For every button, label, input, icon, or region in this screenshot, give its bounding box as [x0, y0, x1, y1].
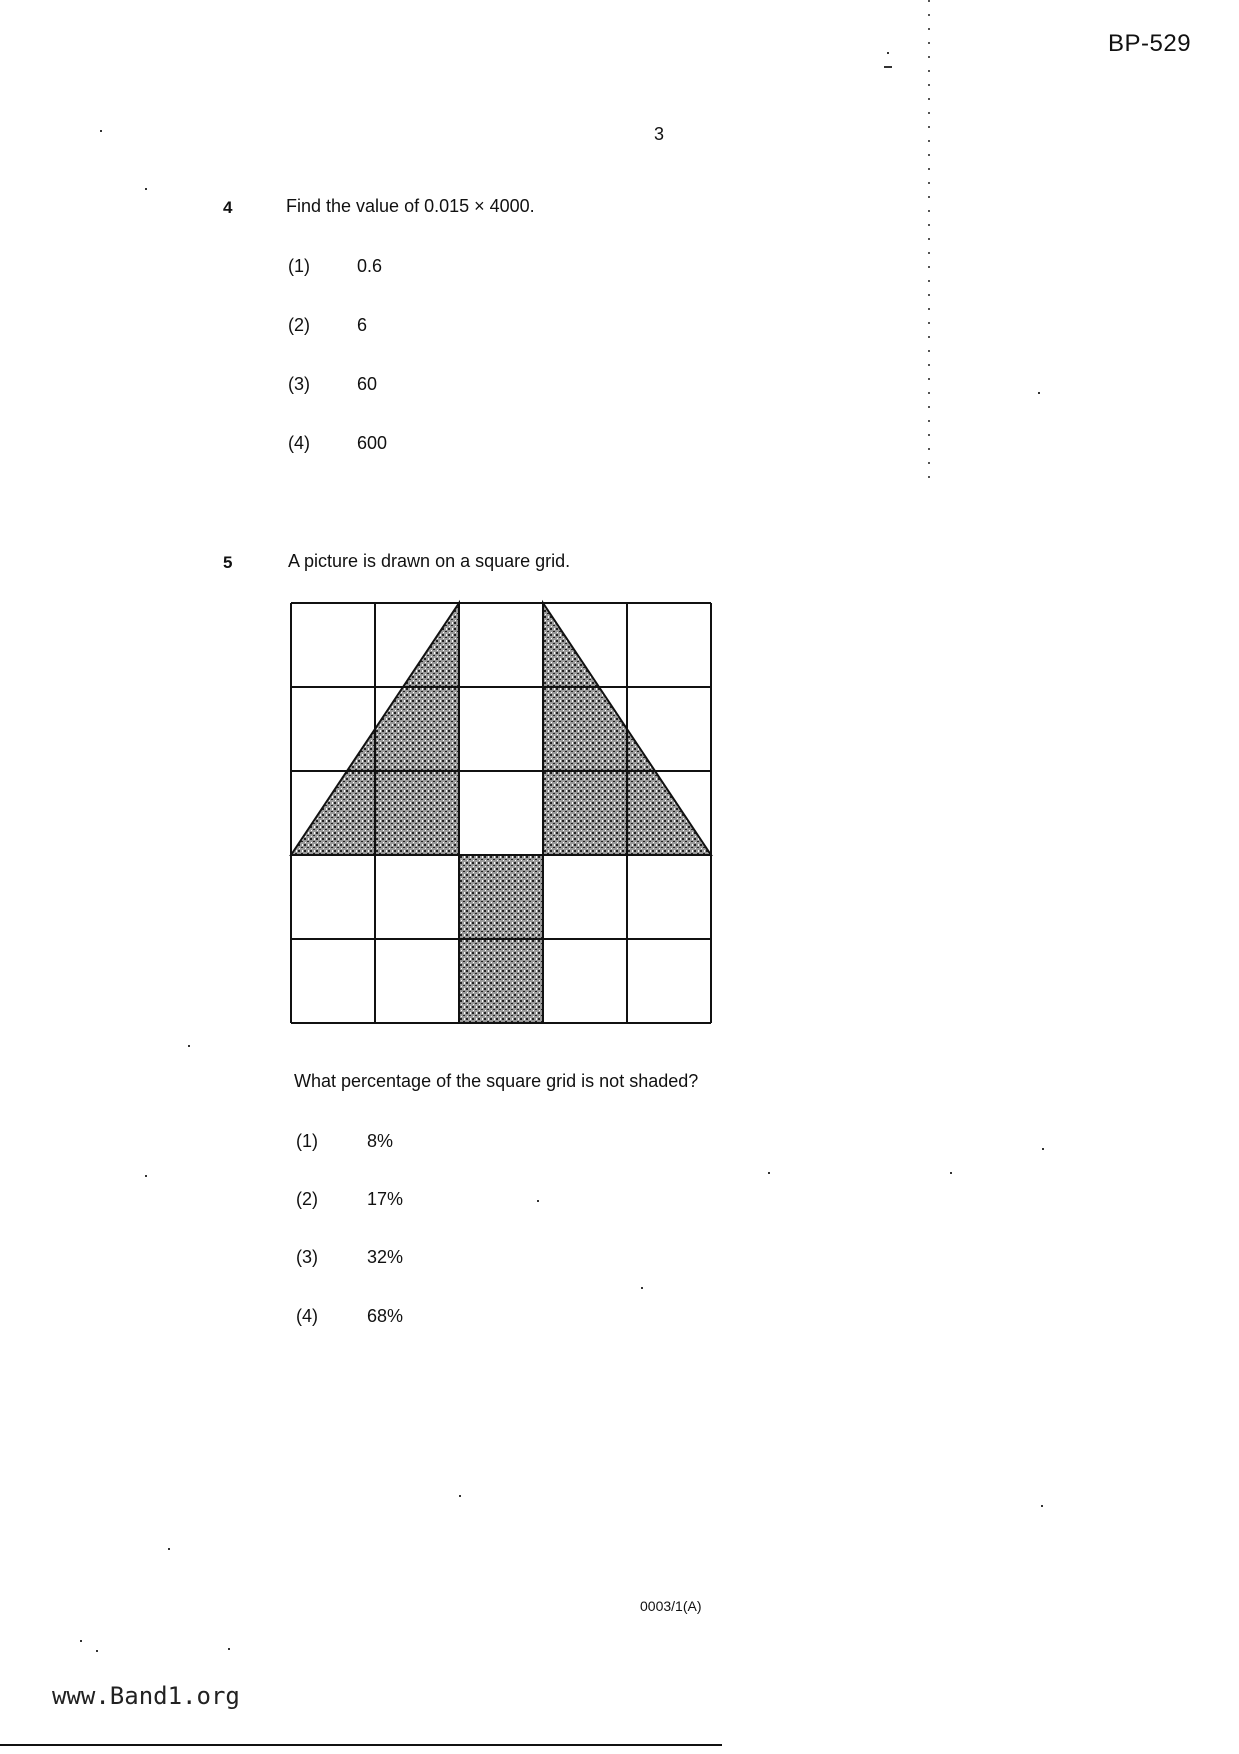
q5-option-3-label: (3) — [296, 1247, 318, 1267]
square-grid-figure — [286, 598, 716, 1028]
question-4-number: 4 — [223, 198, 233, 217]
scan-speck — [145, 188, 147, 190]
scan-speck — [1041, 1505, 1043, 1507]
scan-speck — [1038, 392, 1040, 394]
scan-speck — [768, 1172, 770, 1174]
question-5-number: 5 — [223, 553, 233, 572]
scan-speck — [887, 52, 889, 54]
q4-option-4-value: 600 — [357, 433, 388, 453]
shaded-shapes — [291, 603, 711, 1023]
q5-option-3-value: 32% — [367, 1247, 404, 1267]
q5-option-1-label: (1) — [296, 1131, 318, 1151]
scan-speck — [950, 1172, 952, 1174]
q5-option-4-label: (4) — [296, 1306, 318, 1326]
scan-speck — [1042, 1148, 1044, 1150]
scan-speck — [80, 1640, 82, 1642]
watermark: www.Band1.org — [52, 1682, 240, 1710]
scan-speck — [884, 66, 892, 68]
q5-option-1-value: 8% — [367, 1131, 394, 1151]
scan-speck — [168, 1548, 170, 1550]
q4-option-3-label: (3) — [288, 374, 310, 394]
q5-option-2-value: 17% — [367, 1189, 404, 1209]
form-code: 0003/1(A) — [640, 1598, 702, 1614]
q4-option-4-label: (4) — [288, 433, 310, 453]
q5-option-4-value: 68% — [367, 1306, 404, 1326]
scan-speck — [459, 1495, 461, 1497]
paper-code: BP-529 — [1108, 30, 1192, 57]
q4-option-2-label: (2) — [288, 315, 310, 335]
bottom-rule — [0, 1744, 722, 1746]
question-4-text: Find the value of 0.015 × 4000. — [286, 196, 535, 216]
q4-option-3-value: 60 — [357, 374, 378, 394]
scan-speck — [145, 1175, 147, 1177]
q4-option-2-value: 6 — [357, 315, 368, 335]
scan-speck — [100, 130, 102, 132]
scan-speck — [641, 1287, 643, 1289]
scan-speck — [188, 1045, 190, 1047]
scan-speck — [228, 1648, 230, 1650]
page-number: 3 — [654, 124, 665, 144]
q4-option-1-label: (1) — [288, 256, 310, 276]
question-5-text: A picture is drawn on a square grid. — [288, 551, 571, 571]
question-5-subquestion: What percentage of the square grid is not shaded? — [294, 1071, 699, 1091]
scan-dotted-edge — [928, 0, 930, 480]
scan-speck — [96, 1650, 98, 1652]
scan-speck — [537, 1200, 539, 1202]
q5-option-2-label: (2) — [296, 1189, 318, 1209]
q4-option-1-value: 0.6 — [357, 256, 383, 276]
